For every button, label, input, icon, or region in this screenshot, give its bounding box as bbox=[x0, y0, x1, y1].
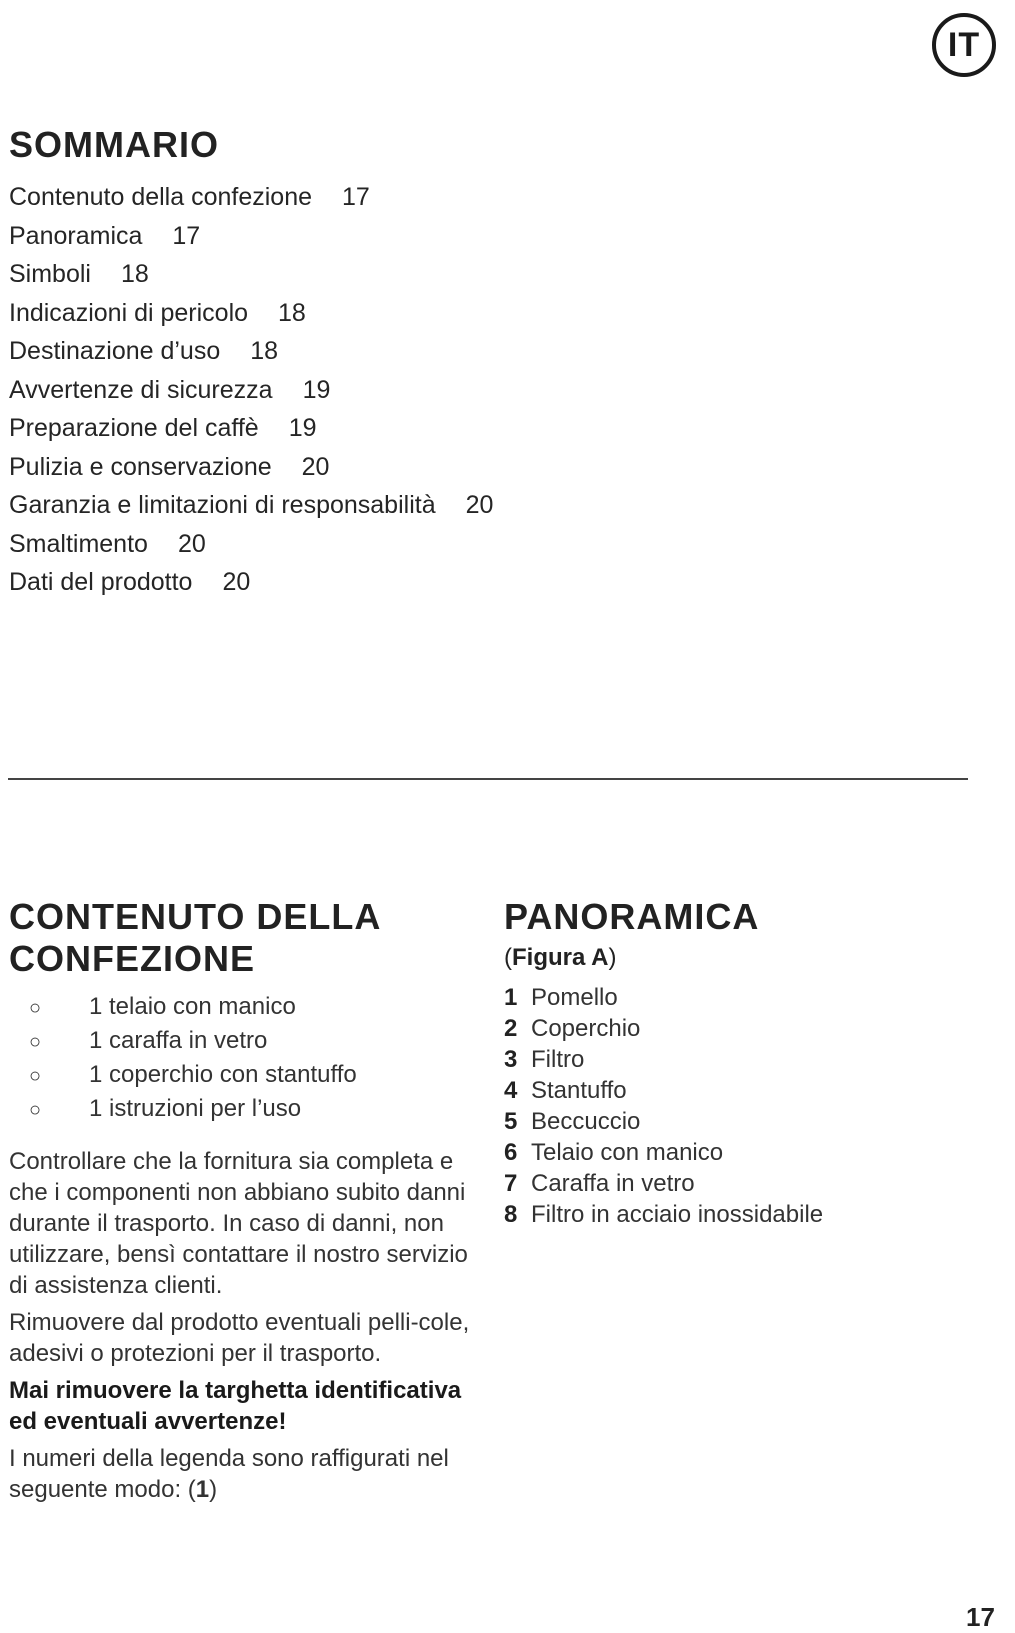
remove-films-paragraph: Rimuovere dal prodotto eventuali pelli-cole, adesivi o protezioni per il trasporto. bbox=[9, 1309, 470, 1367]
toc-entry-page: 20 bbox=[177, 529, 206, 558]
toc-entry[interactable] bbox=[9, 294, 493, 333]
parts-list bbox=[504, 982, 984, 1230]
toc-entry[interactable] bbox=[9, 178, 493, 217]
toc-entry[interactable] bbox=[9, 255, 493, 294]
toc-entry-page: 18 bbox=[278, 298, 306, 327]
toc-entry-label: Preparazione del caffè bbox=[9, 414, 259, 442]
circle-bullet-icon: ○ bbox=[29, 1099, 42, 1121]
toc-title: SOMMARIO bbox=[9, 124, 219, 165]
toc-entry-page: 20 bbox=[222, 568, 251, 596]
check-delivery-paragraph: Controllare che la fornitura sia completa e che i componenti non abbiano subito danni durante il trasporto. In caso di danni, non utilizzare, bensì contattare il nostro servizio di assistenza clienti. bbox=[9, 1148, 468, 1299]
list-item: 8 Filtro in acciaio inossidabile bbox=[504, 1201, 824, 1228]
toc-entry-page: 17 bbox=[172, 221, 201, 250]
warning-paragraph: Mai rimuovere la targhetta identificativa ed eventuali avvertenze! bbox=[9, 1377, 462, 1435]
list-item: 7 Caraffa in vetro bbox=[504, 1170, 695, 1197]
toc-entry[interactable] bbox=[9, 525, 493, 564]
toc-entry[interactable] bbox=[9, 371, 493, 410]
toc-entry-page: 19 bbox=[288, 414, 317, 442]
toc-entry-label: Destinazione d’uso bbox=[9, 337, 221, 365]
toc-entry-page: 20 bbox=[301, 452, 330, 481]
toc-entry-page: 17 bbox=[342, 183, 370, 211]
toc-entry-page: 18 bbox=[250, 337, 279, 365]
circle-bullet-icon: ○ bbox=[29, 997, 42, 1019]
toc-entry-label: Pulizia e conservazione bbox=[9, 452, 272, 481]
overview-section bbox=[504, 896, 984, 1230]
contents-list bbox=[9, 990, 479, 1126]
contents-section bbox=[9, 896, 479, 1505]
list-item: ○ 1 telaio con manico bbox=[9, 990, 479, 1024]
toc-entry[interactable] bbox=[9, 486, 493, 525]
toc-entry-label: Panoramica bbox=[9, 221, 143, 250]
toc-entry-page: 18 bbox=[120, 260, 149, 288]
overview-title: PANORAMICA bbox=[504, 896, 760, 937]
list-item: 4 Stantuffo bbox=[504, 1077, 627, 1104]
list-item: 3 Filtro bbox=[504, 1046, 585, 1073]
toc-entry[interactable] bbox=[9, 332, 493, 371]
language-badge: IT bbox=[932, 13, 996, 77]
circle-bullet-icon: ○ bbox=[29, 1031, 42, 1053]
page-number: 17 bbox=[966, 1602, 995, 1632]
legend-note-paragraph: I numeri della legenda sono raffigurati nel seguente modo: (1) bbox=[9, 1445, 449, 1503]
table-of-contents bbox=[9, 178, 493, 602]
toc-entry[interactable] bbox=[9, 217, 493, 256]
toc-entry[interactable] bbox=[9, 448, 493, 487]
list-item: ○ 1 caraffa in vetro bbox=[9, 1024, 479, 1058]
toc-entry-label: Garanzia e limitazioni di responsabilità bbox=[9, 491, 436, 519]
list-item: 2 Coperchio bbox=[504, 1015, 641, 1042]
toc-entry-page: 19 bbox=[302, 375, 331, 404]
toc-entry[interactable] bbox=[9, 409, 493, 448]
toc-entry-label: Smaltimento bbox=[9, 529, 148, 558]
toc-entry-page: 20 bbox=[465, 491, 494, 519]
circle-bullet-icon: ○ bbox=[29, 1065, 42, 1087]
toc-entry-label: Indicazioni di pericolo bbox=[9, 298, 249, 327]
list-item: 5 Beccuccio bbox=[504, 1108, 641, 1135]
toc-entry-label: Dati del prodotto bbox=[9, 568, 193, 596]
toc-entry[interactable] bbox=[9, 563, 493, 602]
list-item: 6 Telaio con manico bbox=[504, 1139, 724, 1166]
list-item: ○ 1 istruzioni per l’uso bbox=[9, 1092, 479, 1126]
contents-title: CONTENUTO DELLA CONFEZIONE bbox=[9, 896, 382, 979]
section-divider bbox=[8, 778, 968, 780]
toc-entry-label: Simboli bbox=[9, 260, 91, 288]
toc-entry-label: Contenuto della confezione bbox=[9, 183, 313, 211]
figure-reference: (Figura A) bbox=[504, 944, 617, 971]
list-item: ○ 1 coperchio con stantuffo bbox=[9, 1058, 479, 1092]
toc-entry-label: Avvertenze di sicurezza bbox=[9, 375, 273, 404]
list-item: 1 Pomello bbox=[504, 984, 618, 1011]
